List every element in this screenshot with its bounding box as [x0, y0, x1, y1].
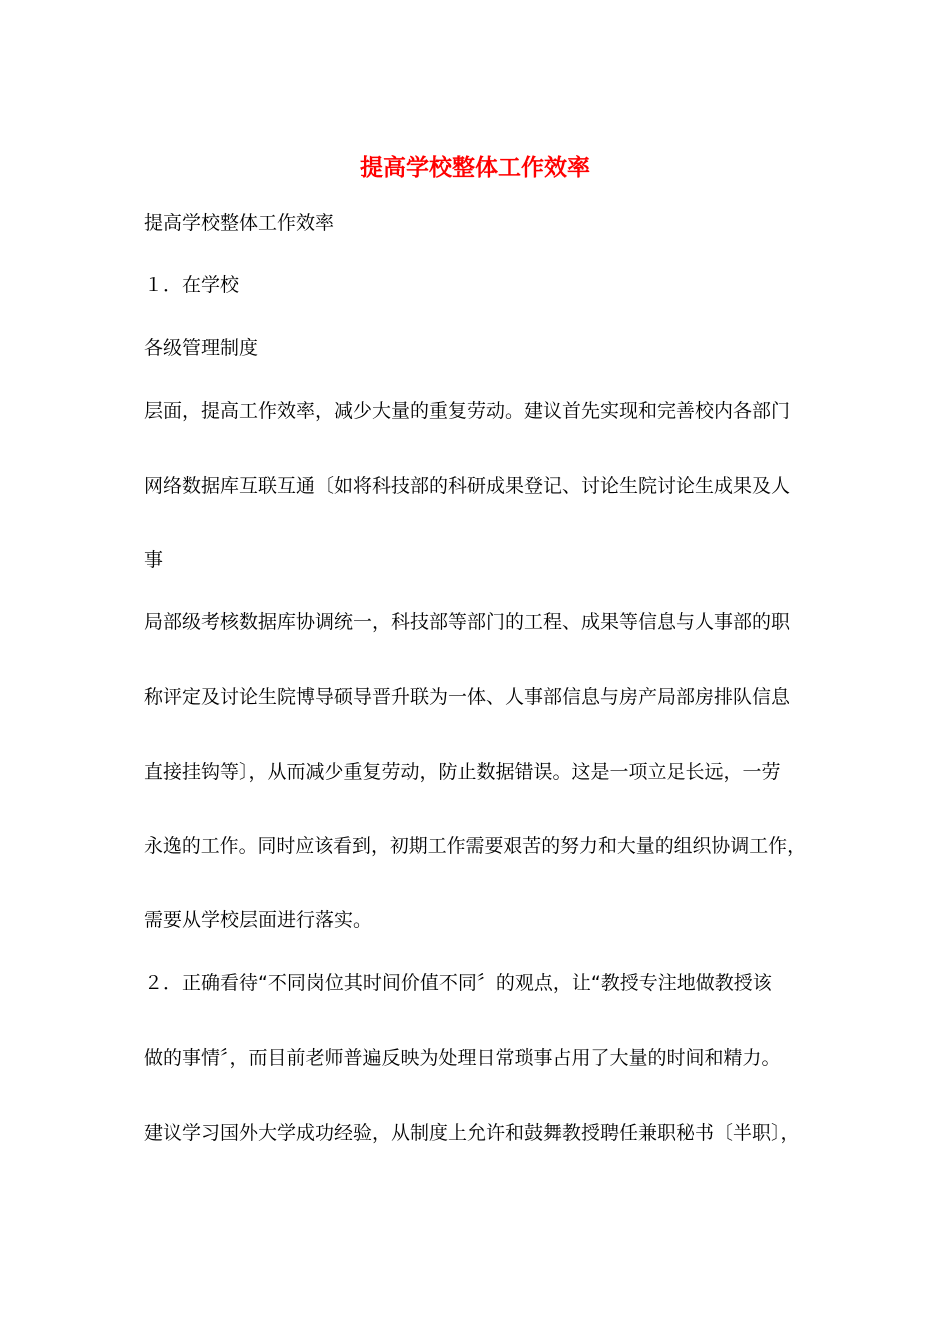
paragraph-line: ２．正确看待“不同岗位其时间价值不同〞的观点，让“教授专注地做教授该 — [144, 972, 772, 994]
paragraph-line: 提高学校整体工作效率 — [144, 212, 335, 234]
paragraph-line: １．在学校 — [144, 274, 240, 296]
paragraph-line: 称评定及讨论生院博导硕导晋升联为一体、人事部信息与房产局部房排队信息 — [144, 686, 791, 708]
paragraph-line: 直接挂钩等〕，从而减少重复劳动，防止数据错误。这是一项立足长远，一劳 — [144, 761, 781, 783]
paragraph-line: 永逸的工作。同时应该看到，初期工作需要艰苦的努力和大量的组织协调工作， — [144, 835, 807, 857]
paragraph-line: 层面，提高工作效率，减少大量的重复劳动。建议首先实现和完善校内各部门 — [144, 400, 791, 422]
paragraph-line: 做的事情〞，而目前老师普遍反映为处理日常琐事占用了大量的时间和精力。 — [144, 1047, 781, 1069]
paragraph-line: 事 — [144, 549, 164, 571]
paragraph-line: 网络数据库互联互通〔如将科技部的科研成果登记、讨论生院讨论生成果及人 — [144, 475, 791, 497]
document-title: 提高学校整体工作效率 — [360, 154, 590, 181]
paragraph-line: 建议学习国外大学成功经验，从制度上允许和鼓舞教授聘任兼职秘书〔半职〕， — [144, 1122, 800, 1144]
paragraph-line: 各级管理制度 — [144, 337, 259, 359]
paragraph-line: 需要从学校层面进行落实。 — [144, 909, 373, 931]
paragraph-line: 局部级考核数据库协调统一，科技部等部门的工程、成果等信息与人事部的职 — [144, 611, 791, 633]
